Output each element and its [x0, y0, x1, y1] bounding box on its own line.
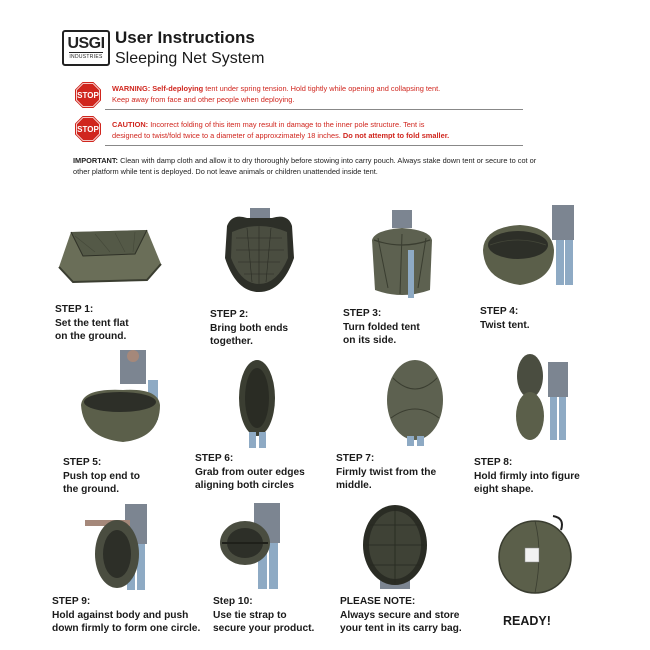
step-line: eight shape.	[474, 484, 534, 495]
step-line: Hold against body and push	[52, 609, 189, 621]
important-label: IMPORTANT:	[73, 156, 119, 165]
warning-label: WARNING:	[112, 84, 151, 93]
page-subtitle: Sleeping Net System	[115, 50, 265, 67]
step1-text	[55, 303, 129, 344]
divider	[105, 109, 523, 110]
step-line: Use tie strap to	[213, 609, 287, 621]
step-label: STEP 8:	[474, 457, 513, 468]
step-line: Turn folded tent	[343, 321, 420, 333]
step9-photo	[85, 502, 165, 590]
step5-text	[63, 456, 140, 497]
step-label: PLEASE NOTE:	[340, 596, 416, 607]
step-line: Hold firmly into figure	[474, 470, 580, 482]
step8-text	[474, 456, 580, 497]
note-photo	[360, 503, 430, 589]
step-line: Firmly twist from the	[336, 466, 437, 478]
warning-bold: Self-deploying	[152, 84, 204, 93]
step8-photo	[510, 352, 572, 442]
step-label: STEP 3:	[343, 308, 382, 319]
step7-photo	[385, 358, 445, 446]
step9-text	[52, 595, 200, 636]
stop-text: STOP	[77, 91, 99, 101]
divider	[105, 145, 523, 146]
warning-line1: tent under spring tension. Hold tightly while opening and collapsing tent.	[203, 84, 441, 93]
step2-text	[210, 308, 288, 349]
step-line: Always secure and store	[340, 609, 460, 621]
step4-photo	[480, 205, 580, 290]
step-line: Bring both ends	[210, 322, 289, 334]
step-line: Twist tent.	[480, 319, 530, 331]
step-line: Set the tent flat	[55, 317, 129, 329]
caution-bold: Do not attempt to fold smaller.	[342, 130, 450, 140]
step-line: Push top end to	[63, 470, 140, 482]
step10-text	[213, 595, 314, 636]
step5-photo	[78, 350, 173, 445]
step-line: on the ground.	[55, 331, 127, 342]
step3-text	[343, 307, 420, 348]
carry-bag-photo	[495, 512, 575, 597]
caution-line1: Incorrect folding of this item may result in damage to the inner pole structure. Tent is	[148, 120, 425, 129]
step-label: STEP 2:	[210, 309, 249, 320]
step7-text	[336, 452, 436, 493]
step-line: your tent in its carry bag.	[340, 623, 462, 634]
logo-main-text: USGI	[67, 35, 105, 52]
step6-text	[195, 452, 305, 493]
stop-text: STOP	[77, 125, 99, 135]
important-note	[73, 156, 553, 178]
caution-text	[112, 120, 449, 141]
step1-photo	[55, 222, 165, 287]
warning-text	[112, 84, 440, 105]
usgi-logo	[62, 30, 110, 66]
stop-sign-icon	[75, 116, 101, 142]
step6-photo	[235, 358, 280, 448]
step3-photo	[370, 210, 435, 300]
step-label: STEP 9:	[52, 596, 91, 607]
step-line: the ground.	[63, 484, 120, 495]
step-line: Grab from outer edges	[195, 466, 305, 478]
important-text: Clean with damp cloth and allow it to dry thoroughly before stowing into carry pouch. Always stake down tent or secure to cot or other platform while tent is deployed. Do not leave animals or children unattended inside tent.	[73, 156, 537, 176]
note-text	[340, 595, 462, 636]
step-line: middle.	[336, 480, 372, 491]
step-label: STEP 7:	[336, 453, 375, 464]
caution-line2: designed to twist/fold twice to a diameter of approxzimately 18 inches.	[112, 130, 343, 140]
warning-line2: Keep away from face and other people when deploying.	[112, 94, 295, 104]
step-line: aligning both circles	[195, 480, 295, 491]
ready-text: READY!	[503, 614, 551, 628]
step-label: STEP 1:	[55, 304, 94, 315]
page-title: User Instructions	[115, 28, 255, 47]
step-line: secure your product.	[213, 623, 315, 634]
step-line: together.	[210, 336, 254, 347]
step-label: STEP 5:	[63, 457, 102, 468]
step2-photo	[222, 208, 297, 293]
logo-sub-text: INDUSTRIES	[69, 54, 103, 60]
step-label: STEP 4:	[480, 306, 519, 317]
step10-photo	[218, 503, 293, 589]
step-label: STEP 6:	[195, 453, 234, 464]
caution-label: CAUTION:	[112, 120, 149, 129]
step4-text	[480, 305, 530, 332]
step-line: down firmly to form one circle.	[52, 623, 201, 634]
step-line: on its side.	[343, 335, 397, 346]
stop-sign-icon	[75, 82, 101, 108]
step-label: Step 10:	[213, 596, 253, 607]
